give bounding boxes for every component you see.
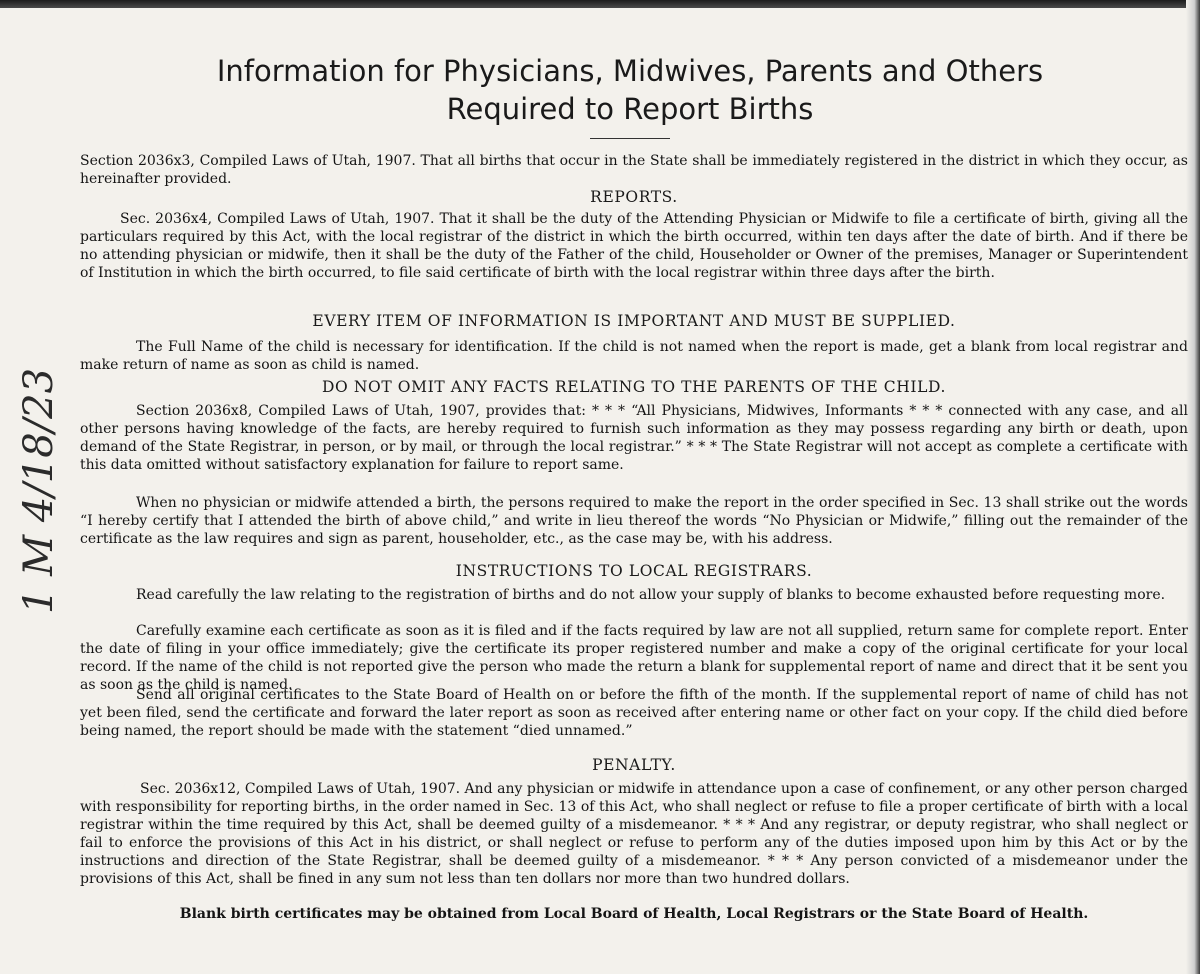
title-underline	[590, 138, 670, 139]
no-physician-paragraph: When no physician or midwife attended a birth, the persons required to make the report in the order specified in Sec. 13 shall strike out the words “I hereby certify that I attended the birth of above child,” and write in lieu thereof the words “No Physician or Midwife,” filling out the remainder of the certificate as the law requires and sign as parent, householder, etc., as the case may be, with his address.	[80, 495, 1188, 547]
scan-right-edge	[1186, 0, 1200, 974]
heading-reports: REPORTS.	[590, 188, 678, 206]
heading-instructions: INSTRUCTIONS TO LOCAL REGISTRARS.	[455, 562, 813, 580]
handwritten-note-text: 1 M 4/18/23	[16, 367, 62, 614]
document-title-line-2: Required to Report Births	[446, 92, 814, 126]
full-name-paragraph: The Full Name of the child is necessary for identification. If the child is not named when the report is made, get a blank from local registrar and make return of name as soon as child is named.	[80, 339, 1188, 373]
handwritten-date-note	[8, 328, 70, 618]
section-2036x8-paragraph: Section 2036x8, Compiled Laws of Utah, 1907, provides that: * * * “All Physicians, Midwives, Informants * * * connected with any case, and all other persons having knowledge of the facts, are hereby required to furnish such information as they may possess regarding any birth or death, upon demand of the State Registrar, in person, or by mail, or through the local registrar.” * * * The State Registrar will not accept as complete a certificate with this data omitted without satisfactory explanation for failure to report same.	[80, 403, 1188, 473]
heading-penalty: PENALTY.	[592, 756, 676, 774]
heading-every-item: EVERY ITEM OF INFORMATION IS IMPORTANT AND MUST BE SUPPLIED.	[312, 312, 956, 330]
examine-certificate-paragraph: Carefully examine each certificate as soon as it is filed and if the facts required by law are not all supplied, return same for complete report. Enter the date of filing in your office immediately; give the certificate its proper registered number and make a copy of the original certificate for your local record. If the name of the child is not reported give the person who made the return a blank for supplemental report of name and direct that it be sent you as soon as the child is named.	[80, 623, 1188, 693]
send-originals-paragraph: Send all original certificates to the State Board of Health on or before the fifth of the month. If the supplemental report of name of child has not yet been filed, send the certificate and forward the later report as soon as received after entering name or other fact on your copy. If the child died before being named, the report should be made with the statement “died unnamed.”	[80, 687, 1188, 739]
penalty-paragraph: Sec. 2036x12, Compiled Laws of Utah, 1907. And any physician or midwife in attendance upon a case of confinement, or any other person charged with responsibility for reporting births, in the order named in Sec. 13 of this Act, who shall neglect or refuse to file a proper certificate of birth with a local registrar within the time required by this Act, shall be deemed guilty of a misdemeanor. * * * And any registrar, or deputy registrar, who shall neglect or fail to enforce the provisions of this Act in his district, or shall neglect or refuse to perform any of the duties imposed upon him by this Act or by the instructions and direction of the State Registrar, shall be deemed guilty of a misdemeanor. * * * Any person convicted of a misdemeanor under the provisions of this Act, shall be fined in any sum not less than ten dollars nor more than two hundred dollars.	[80, 781, 1188, 887]
scan-top-edge	[0, 0, 1200, 8]
footer-note: Blank birth certificates may be obtained from Local Board of Health, Local Registrars or the State Board of Health.	[179, 906, 1089, 922]
intro-paragraph: Section 2036x3, Compiled Laws of Utah, 1907. That all births that occur in the State shall be immediately registered in the district in which they occur, as hereinafter provided.	[80, 153, 1188, 187]
read-carefully-paragraph: Read carefully the law relating to the registration of births and do not allow your supply of blanks to become exhausted before requesting more.	[136, 587, 1166, 603]
handwritten-note-graphic	[8, 328, 70, 618]
heading-parents: DO NOT OMIT ANY FACTS RELATING TO THE PARENTS OF THE CHILD.	[322, 378, 946, 396]
document-title-line-1: Information for Physicians, Midwives, Parents and Others	[216, 54, 1044, 88]
reports-paragraph: Sec. 2036x4, Compiled Laws of Utah, 1907. That it shall be the duty of the Attending Physician or Midwife to file a certificate of birth, giving all the particulars required by this Act, with the local registrar of the district in which the birth occurred, within ten days after the date of birth. And if there be no attending physician or midwife, then it shall be the duty of the Father of the child, Householder or Owner of the premises, Manager or Superintendent of Institution in which the birth occurred, to file said certificate of birth with the local registrar within three days after the birth.	[80, 211, 1188, 281]
